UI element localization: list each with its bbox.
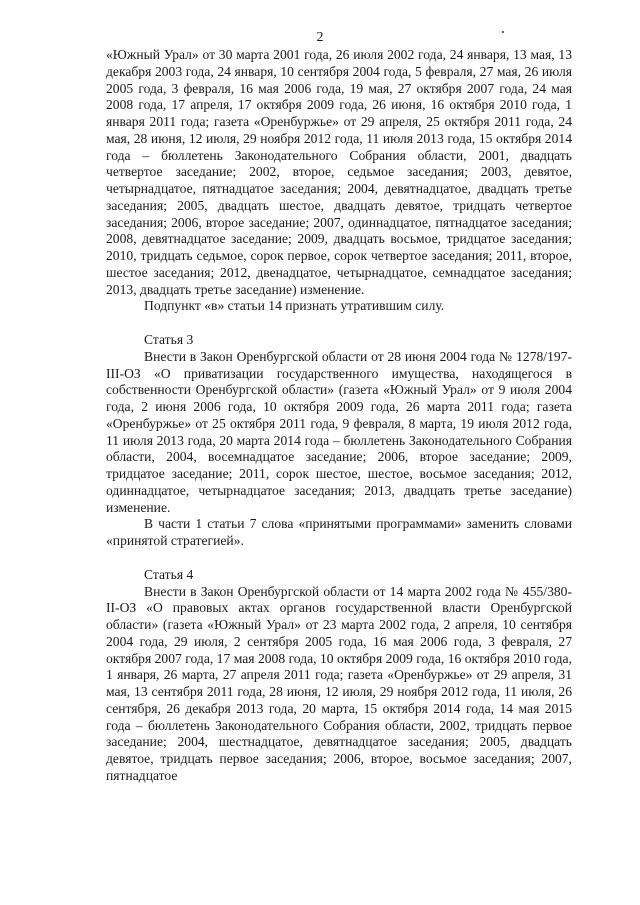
article-4-heading: Статья 4	[144, 566, 194, 582]
paragraph-article4-body: Внести в Закон Оренбургской области от 14 марта 2002 года № 455/380-II-ОЗ «О правовых актах органов государственной власти Оренбургской области» (газета «Южный Урал» от 23 марта 2002 года, 2 апреля, 10 сентября 2004 года, 29 июля, 2 сентября 2005 года, 16 мая 2006 года, 3 февраля, 27 октября 2007 года, 17 мая 2008 года, 10 октября 2009 года, 16 октября 2010 года, 1 января, 26 марта, 27 апреля 2011 года; газета «Оренбуржье» от 29 апреля, 31 мая, 13 сентября 2011 года, 28 июня, 12 июля, 29 ноября 2012 года, 11 июля, 26 сентября, 26 декабря 2013 года, 20 марта, 15 октября 2014 года, 14 мая 2015 года – бюллетень Законодательного Собрания области, 2002, тридцать первое заседание; 2004, шестнадцатое, девятнадцатое заседания; 2005, двадцать девятое, тридцать первое заседания; 2006, второе, восьмое заседания; 2007, пятнадцатое	[106, 583, 572, 783]
scan-speck	[502, 31, 504, 33]
paragraph-article2-continuation: «Южный Урал» от 30 марта 2001 года, 26 июля 2002 года, 24 января, 13 мая, 13 декабря 2003 года, 24 января, 10 сентября 2004 года, 5 февраля, 27 мая, 26 июля 2005 года, 3 февраля, 16 мая 2006 года, 19 мая, 27 октября 2007 года, 24 мая 2008 года, 17 апреля, 17 октября 2009 года, 26 июня, 16 октября 2010 года, 1 января 2011 года; газета «Оренбуржье» от 29 апреля, 25 октября 2011 года, 24 мая, 28 июня, 12 июля, 29 ноября 2012 года, 11 июля 2013 года, 15 октября 2014 года – бюллетень Законодательного Собрания области, 2001, двадцать четвертое заседание; 2002, второе, седьмое заседания; 2003, девятое, четырнадцатое, пятнадцатое заседания; 2004, девятнадцатое, двадцать третье заседания; 2005, двадцать шестое, двадцать девятое, тридцать четвертое заседания; 2006, второе заседание; 2007, одиннадцатое, пятнадцатое заседания; 2008, девятнадцатое заседание; 2009, двадцать восьмое, тридцатое заседания; 2010, тридцать седьмое, сорок первое, сорок четвертое заседания; 2011, второе, шестое заседания; 2012, двенадцатое, четырнадцатое, семнадцатое заседания; 2013, двадцать третье заседание) изменение.	[106, 47, 572, 297]
article-3-heading: Статья 3	[144, 332, 194, 347]
paragraph-article3-amendment: В части 1 статьи 7 слова «принятыми программами» заменить словами «принятой стратегией».	[106, 516, 572, 548]
document-body	[106, 47, 572, 785]
paragraph-article2-subitem: Подпункт «в» статьи 14 признать утратившим силу.	[144, 298, 445, 314]
page-number: 2	[316, 30, 324, 45]
paragraph-article3-body: Внести в Закон Оренбургской области от 28 июня 2004 года № 1278/197-III-ОЗ «О приватизации государственного имущества, находящегося в собственности Оренбургской области» (газета «Южный Урал» от 9 июля 2004 года, 2 июня 2006 года, 10 октября 2009 года, 26 марта 2011 года; газета «Оренбуржье» от 25 октября 2011 года, 9 февраля, 8 марта, 19 июля 2012 года, 11 июля 2013 года, 20 марта 2014 года – бюллетень Законодательного Собрания области, 2004, восемнадцатое заседание; 2006, второе заседание; 2009, тридцатое заседание; 2011, сорок шестое, шестое, восьмое заседания; 2012, одиннадцатое, четырнадцатое заседания; 2013, двадцать третье заседание) изменение.	[106, 348, 572, 515]
